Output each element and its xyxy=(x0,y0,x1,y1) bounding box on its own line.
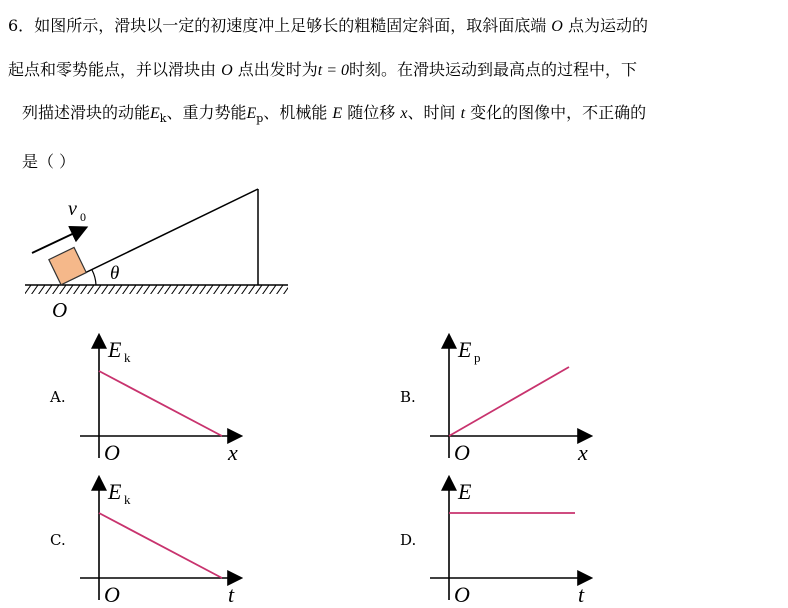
ground-hatch xyxy=(25,285,288,294)
y-axis-label: E xyxy=(458,337,472,362)
y-axis-subscript: k xyxy=(124,350,131,365)
angle-arc xyxy=(92,270,96,285)
origin-label: O xyxy=(454,440,470,465)
slider-block xyxy=(49,247,86,284)
option-c-label: C. xyxy=(50,531,66,549)
option-d-label: D. xyxy=(400,531,417,549)
graph-b xyxy=(430,330,600,465)
angle-label: θ xyxy=(110,263,120,284)
graph-a xyxy=(80,330,250,465)
y-axis-label: E xyxy=(108,479,122,504)
graph-c xyxy=(80,472,250,607)
velocity-arrow xyxy=(32,228,85,253)
y-axis-label: E xyxy=(108,337,122,362)
graph-d xyxy=(430,472,600,607)
question-number: 6． xyxy=(8,16,35,35)
x-axis-label: t xyxy=(578,582,585,607)
incline-figure xyxy=(10,185,310,325)
x-axis-label: t xyxy=(228,582,235,607)
option-a-label: A. xyxy=(50,388,66,406)
y-axis-label: E xyxy=(458,479,472,504)
velocity-subscript: 0 xyxy=(80,210,86,224)
option-b-label: B. xyxy=(400,388,416,406)
origin-label: O xyxy=(454,582,470,607)
graph-line xyxy=(99,371,222,436)
question-line-2: 起点和零势能点，并以滑块由 O 点出发时为t = 0时刻。在滑块运动到最高点的过程中，下 xyxy=(8,60,638,79)
graph-line xyxy=(449,367,569,436)
question-line-1: 6．如图所示，滑块以一定的初速度冲上足够长的粗糙固定斜面，取斜面底端 O 点为运动的 xyxy=(8,16,648,35)
origin-label: O xyxy=(104,440,120,465)
question-line-3: 列描述滑块的动能$E_k$、重力势能$E_p$、机械能 E 随位移 x、时间 t 变化的图像中，不正确的 xyxy=(22,103,647,126)
y-axis-subscript: k xyxy=(124,492,131,507)
x-axis-label: x xyxy=(578,440,588,465)
graph-line xyxy=(99,513,222,578)
y-axis-subscript: p xyxy=(474,350,481,365)
velocity-label: v xyxy=(68,198,77,220)
origin-label: O xyxy=(104,582,120,607)
origin-label: O xyxy=(52,298,68,322)
incline-surface xyxy=(60,189,258,285)
question-line-4: 是（ ） xyxy=(22,152,76,171)
x-axis-label: x xyxy=(228,440,238,465)
